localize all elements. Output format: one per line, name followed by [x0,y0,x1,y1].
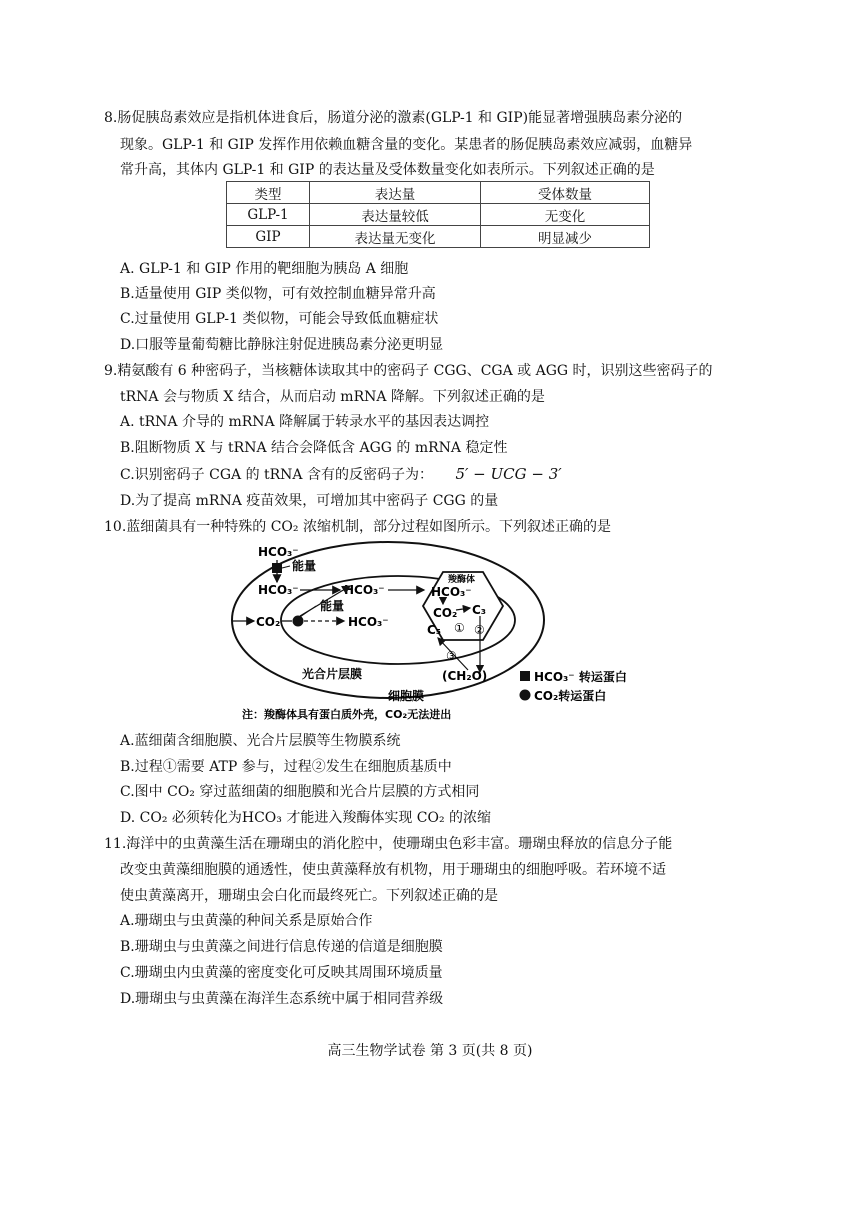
process-1-label: ① [454,621,465,635]
q9-option-c-text: C.识别密码子 CGA 的 tRNA 含有的反密码子为： [120,467,433,483]
q11-option-d: D.珊瑚虫与虫黄藻在海洋生态系统中属于相同营养级 [120,991,444,1007]
q8-stem-line1: 8.肠促胰岛素效应是指机体进食后，肠道分泌的激素(GLP-1 和 GIP)能显著增强胰岛素分泌的 [104,110,683,126]
table-cell: 无变化 [481,204,650,226]
carboxysome-hco3-label: HCO₃⁻ [431,585,472,599]
table-row [227,226,650,248]
energy-label-1: 能量 [292,559,317,573]
process-3-label: ③ [446,649,457,663]
legend-hco3-label: HCO₃⁻ 转运蛋白 [534,670,627,684]
table-header-row [227,182,650,204]
energy-arrow-1 [282,566,290,568]
diagram-note: 注：羧酶体具有蛋白质外壳，CO₂无法进出 [242,708,452,721]
thylakoid-label: 光合片层膜 [302,667,363,681]
c3-label: C₃ [472,603,487,617]
q9-option-c [120,464,562,485]
c5-regeneration-arrow [438,638,468,670]
hco3-cytoplasm-label: HCO₃⁻ [258,583,299,597]
co2-label: CO₂ [256,615,281,629]
table-cell: 表达量较低 [310,204,481,226]
q10-option-b: B.过程①需要 ATP 参与，过程②发生在细胞质基质中 [120,759,452,775]
q9-option-b: B.阻断物质 X 与 tRNA 结合会降低含 AGG 的 mRNA 稳定性 [120,440,508,456]
table-cell: GLP-1 [227,204,310,226]
page-footer: 高三生物学试卷 第 3 页(共 8 页) [327,1043,533,1059]
q9-stem-line1: 9.精氨酸有 6 种密码子，当核糖体读取其中的密码子 CGG、CGA 或 AGG 时，识别这些密码子的 [104,363,713,379]
table-row [227,204,650,226]
q8-expression-table [226,181,650,248]
q9-option-a: A. tRNA 介导的 mRNA 降解属于转录水平的基因表达调控 [120,414,490,430]
energy-label-2: 能量 [320,599,345,613]
q11-option-c: C.珊瑚虫内虫黄藻的密度变化可反映其周围环境质量 [120,965,443,981]
q11-stem-line2: 改变虫黄藻细胞膜的通透性，使虫黄藻释放有机物，用于珊瑚虫的细胞呼吸。若环境不适 [120,862,666,878]
q8-stem-line3: 常升高，其体内 GLP-1 和 GIP 的表达量及受体数量变化如表所示。下列叙述正确的是 [120,162,655,178]
table-cell: GIP [227,226,310,248]
legend-co2-swatch [520,690,531,701]
q11-stem-line1: 11.海洋中的虫黄藻生活在珊瑚虫的消化腔中，使珊瑚虫色彩丰富。珊瑚虫释放的信息分子能 [104,836,673,852]
process-2-label: ② [474,623,485,637]
hco3-inner-label: HCO₃⁻ [348,615,389,629]
q9-option-d: D.为了提高 mRNA 疫苗效果，可增加其中密码子 CGG 的量 [120,493,499,509]
carboxysome-co2-label: CO₂ [433,606,458,620]
q11-option-b: B.珊瑚虫与虫黄藻之间进行信息传递的信道是细胞膜 [120,939,443,955]
q10-option-c: C.图中 CO₂ 穿过蓝细菌的细胞膜和光合片层膜的方式相同 [120,784,480,800]
table-header-cell: 类型 [227,182,310,204]
q11-stem-line3: 使虫黄藻离开，珊瑚虫会白化而最终死亡。下列叙述正确的是 [120,888,498,904]
q10-option-a: A.蓝细菌含细胞膜、光合片层膜等生物膜系统 [120,733,401,749]
q10-stem-line1: 10.蓝细菌具有一种特殊的 CO₂ 浓缩机制，部分过程如图所示。下列叙述正确的是 [104,519,611,535]
q8-option-a: A. GLP-1 和 GIP 作用的靶细胞为胰岛 A 细胞 [120,261,409,277]
anticodon-formula: 5′ − UCG − 3′ [455,465,562,483]
table-header-cell: 表达量 [310,182,481,204]
c5-label: C₅ [427,623,442,637]
hco3-outside-label: HCO₃⁻ [258,545,299,559]
ch2o-label: (CH₂O) [442,669,488,683]
carboxysome-label: 羧酶体 [448,575,476,585]
q9-stem-line2: tRNA 会与物质 X 结合，从而启动 mRNA 降解。下列叙述正确的是 [120,389,545,405]
table-header-cell: 受体数量 [481,182,650,204]
table-cell: 表达量无变化 [310,226,481,248]
q11-option-a: A.珊瑚虫与虫黄藻的种间关系是原始合作 [120,913,373,929]
q8-option-c: C.过量使用 GLP-1 类似物，可能会导致低血糖症状 [120,311,439,327]
co2-transporter-icon [293,616,304,627]
co2-concentration-diagram [228,540,668,722]
q8-stem-line2: 现象。GLP-1 和 GIP 发挥作用依赖血糖含量的变化。某患者的肠促胰岛素效应减弱，血糖异 [120,137,693,153]
hco3-cytoplasm-label-2: HCO₃⁻ [344,583,385,597]
legend-co2-label: CO₂转运蛋白 [534,689,607,703]
legend-hco3-swatch [520,671,530,681]
q10-option-d: D. CO₂ 必须转化为HCO₃ 才能进入羧酶体实现 CO₂ 的浓缩 [120,810,492,826]
cell-membrane-label: 细胞膜 [388,689,425,703]
q8-option-d: D.口服等量葡萄糖比静脉注射促进胰岛素分泌更明显 [120,337,444,353]
table-cell: 明显减少 [481,226,650,248]
q8-option-b: B.适量使用 GIP 类似物，可有效控制血糖异常升高 [120,286,436,302]
